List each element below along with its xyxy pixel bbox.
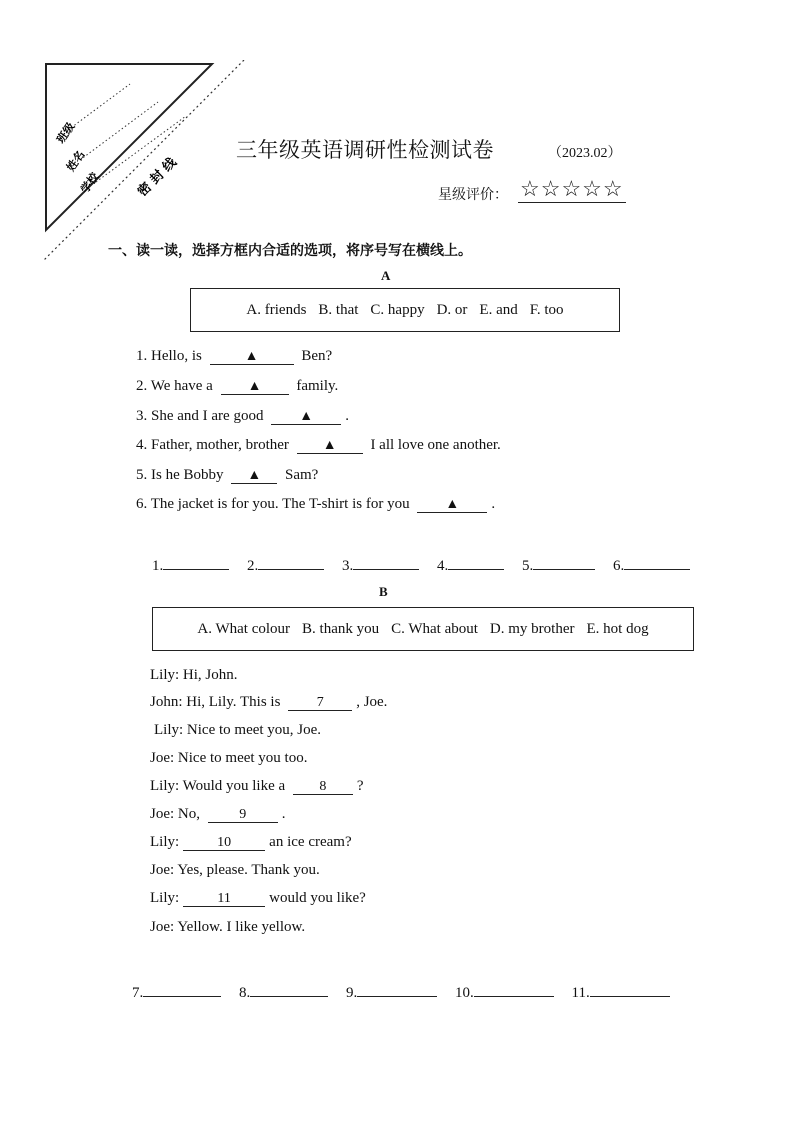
option-b: B. thank you (302, 620, 380, 637)
option-a: A. What colour (197, 620, 291, 637)
answer-blank[interactable] (271, 408, 341, 425)
question-5: 5. Is he Bobby ▲ Sam? (136, 467, 319, 483)
option-e: E. hot dog (586, 620, 649, 637)
answer-blank[interactable]: 8 (293, 778, 353, 795)
binding-triangle (46, 64, 212, 230)
class-label: 班级 (54, 120, 78, 146)
dialogue-line: Lily: Nice to meet you, Joe. (154, 722, 322, 738)
question-1: 1. Hello, is ▲ Ben? (136, 348, 333, 364)
dialogue-line: Lily: 11 would you like? (150, 890, 366, 906)
answer-slot[interactable]: 6. (613, 555, 690, 575)
answer-slot[interactable]: 8. (239, 982, 328, 1002)
triangle-marker-icon: ▲ (322, 438, 337, 453)
school-label: 学校 (78, 170, 102, 196)
question-4: 4. Father, mother, brother ▲ I all love one another. (136, 437, 501, 453)
part-b-label: B (379, 584, 388, 599)
section-1-title: 一、读一读，选择方框内合适的选项，将序号写在横线上。 (108, 243, 472, 259)
part-a-label: A (381, 268, 391, 283)
dialogue-line: Lily: Hi, John. (150, 667, 238, 683)
dialogue-line: Lily: Would you like a 8 ? (150, 778, 364, 794)
part-a-answer-row (152, 555, 704, 575)
part-b-answer-row (132, 982, 684, 1002)
part-b-options-box (152, 607, 694, 651)
answer-blank[interactable]: 9 (208, 806, 278, 823)
triangle-marker-icon: ▲ (247, 379, 262, 394)
answer-slot[interactable]: 3. (342, 555, 419, 575)
answer-slot[interactable]: 4. (437, 555, 504, 575)
triangle-marker-icon: ▲ (244, 349, 259, 364)
exam-date: （2023.02） (548, 146, 622, 161)
answer-blank[interactable] (417, 496, 487, 513)
dialogue-line: Lily: 10 an ice cream? (150, 834, 352, 850)
exam-title: 三年级英语调研性检测试卷 (236, 138, 494, 162)
answer-slot[interactable]: 1. (152, 555, 229, 575)
answer-blank[interactable] (231, 467, 277, 484)
option-e: E. and (479, 301, 518, 318)
name-label: 姓名 (64, 148, 88, 174)
star-rating-label: 星级评价： (438, 187, 508, 203)
dialogue-line: Joe: Nice to meet you too. (150, 750, 308, 766)
question-2: 2. We have a ▲ family. (136, 378, 339, 394)
option-f: F. too (529, 301, 564, 318)
star-rating: ☆☆☆☆☆ (520, 176, 624, 201)
question-3: 3. She and I are good ▲ . (136, 408, 349, 424)
dialogue-line: Joe: Yes, please. Thank you. (150, 862, 320, 878)
binding-corner (40, 60, 250, 260)
triangle-marker-icon: ▲ (445, 497, 460, 512)
answer-slot[interactable]: 10. (455, 982, 554, 1002)
answer-blank[interactable]: 11 (183, 890, 265, 907)
dialogue-line: John: Hi, Lily. This is 7 , Joe. (150, 694, 388, 710)
question-6: 6. The jacket is for you. The T-shirt is for you ▲ . (136, 496, 496, 512)
answer-blank[interactable] (297, 437, 363, 454)
answer-blank[interactable]: 10 (183, 834, 265, 851)
option-c: C. What about (391, 620, 478, 637)
option-d: D. or (436, 301, 468, 318)
answer-blank[interactable] (221, 378, 289, 395)
part-a-options-box (190, 288, 620, 332)
answer-slot[interactable]: 11. (572, 982, 670, 1002)
answer-slot[interactable]: 2. (247, 555, 324, 575)
answer-blank[interactable]: 7 (288, 694, 352, 711)
dialogue-line: Joe: No, 9 . (150, 806, 286, 822)
option-d: D. my brother (489, 620, 575, 637)
triangle-marker-icon: ▲ (247, 468, 262, 483)
option-b: B. that (318, 301, 359, 318)
answer-slot[interactable]: 7. (132, 982, 221, 1002)
answer-slot[interactable]: 5. (522, 555, 595, 575)
answer-slot[interactable]: 9. (346, 982, 437, 1002)
seal-line-label: 密 封 线 (135, 155, 180, 200)
answer-blank[interactable] (210, 348, 294, 365)
option-a: A. friends (246, 301, 307, 318)
option-c: C. happy (370, 301, 425, 318)
triangle-marker-icon: ▲ (299, 409, 314, 424)
dialogue-line: Joe: Yellow. I like yellow. (150, 919, 306, 935)
